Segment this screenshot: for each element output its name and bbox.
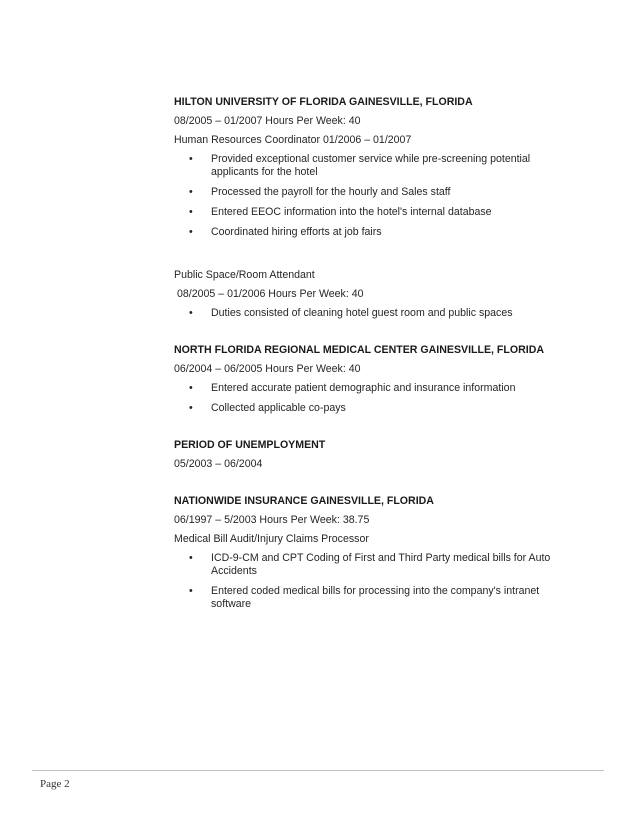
job-title: Medical Bill Audit/Injury Claims Processor	[174, 533, 369, 545]
resume-content	[174, 96, 554, 618]
bullet-list	[174, 307, 554, 320]
list-item	[174, 206, 554, 219]
bullet-icon: •	[189, 402, 193, 414]
list-item	[174, 552, 554, 578]
job-dates: 05/2003 – 06/2004	[174, 458, 263, 470]
subrole-dates: 08/2005 – 01/2006 Hours Per Week: 40	[177, 288, 364, 300]
job-dates: 06/1997 – 5/2003 Hours Per Week: 38.75	[174, 514, 370, 526]
bullet-icon: •	[189, 153, 193, 165]
bullet-icon: •	[189, 382, 193, 394]
list-item	[174, 226, 554, 239]
bullet-icon: •	[189, 585, 193, 597]
list-item	[174, 307, 554, 320]
job-heading: NATIONWIDE INSURANCE GAINESVILLE, FLORIDA	[174, 495, 434, 507]
bullet-text: Duties consisted of cleaning hotel guest room and public spaces	[211, 307, 513, 319]
list-item	[174, 585, 554, 611]
job-unemployment	[174, 439, 554, 471]
footer-divider	[32, 770, 604, 771]
bullet-list	[174, 382, 554, 415]
subrole-title: Public Space/Room Attendant	[174, 269, 315, 281]
list-item	[174, 402, 554, 415]
bullet-icon: •	[189, 186, 193, 198]
bullet-text: Processed the payroll for the hourly and Sales staff	[211, 186, 451, 198]
page-number: Page 2	[40, 778, 70, 790]
job-heading: PERIOD OF UNEMPLOYMENT	[174, 439, 326, 451]
bullet-text: Entered accurate patient demographic and insurance information	[211, 382, 516, 394]
job-title: Human Resources Coordinator 01/2006 – 01/2007	[174, 134, 412, 146]
job-heading: NORTH FLORIDA REGIONAL MEDICAL CENTER GAINESVILLE, FLORIDA	[174, 344, 544, 356]
job-hilton	[174, 96, 554, 320]
list-item	[174, 153, 554, 179]
bullet-icon: •	[189, 206, 193, 218]
bullet-text: Coordinated hiring efforts at job fairs	[211, 226, 382, 238]
bullet-list	[174, 153, 554, 239]
bullet-text: Entered EEOC information into the hotel's internal database	[211, 206, 492, 218]
bullet-text: Provided exceptional customer service while pre-screening potential applicants for the hotel	[211, 153, 531, 178]
job-dates: 06/2004 – 06/2005 Hours Per Week: 40	[174, 363, 361, 375]
bullet-list	[174, 552, 554, 611]
job-dates: 08/2005 – 01/2007 Hours Per Week: 40	[174, 115, 361, 127]
bullet-icon: •	[189, 307, 193, 319]
bullet-icon: •	[189, 552, 193, 564]
job-nationwide	[174, 495, 554, 611]
bullet-text: ICD-9-CM and CPT Coding of First and Third Party medical bills for Auto Accidents	[211, 552, 551, 577]
list-item	[174, 186, 554, 199]
job-north-florida	[174, 344, 554, 415]
bullet-text: Collected applicable co-pays	[211, 402, 346, 414]
list-item	[174, 382, 554, 395]
bullet-text: Entered coded medical bills for processing into the company's intranet software	[211, 585, 540, 610]
bullet-icon: •	[189, 226, 193, 238]
job-heading: HILTON UNIVERSITY OF FLORIDA GAINESVILLE, FLORIDA	[174, 96, 473, 108]
